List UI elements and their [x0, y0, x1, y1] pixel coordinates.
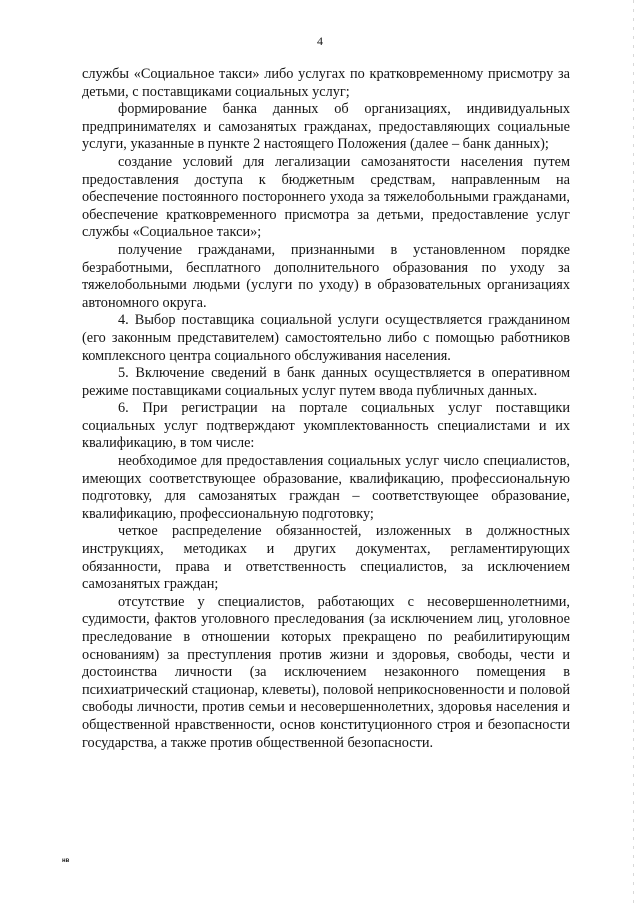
paragraph-unemployed-education: получение гражданами, признанными в установленном порядке безработными, бесплатного дополнительного образования по уходу за тяжелобольными людьми (услуги по уходу) в образовательных организациях автономного округа.	[82, 241, 570, 311]
paragraph-specialists-count: необходимое для предоставления социальных услуг число специалистов, имеющих соответствующее образование, квалификацию, профессиональную подготовку, для самозанятых граждан – соответствующее образование, квалификацию, профессиональную подготовку;	[82, 453, 570, 522]
footer-mark: нв	[62, 858, 70, 864]
paragraph-legalization: создание условий для легализации самозанятости населения путем предоставления доступа к бюджетным средствам, направленным на обеспечение постоянного постороннего ухода за тяжелобольными гражданами, обеспечение кратковременного присмотра за детьми, предоставление услуг службы «Социальное такси»;	[82, 153, 570, 241]
page-number: 4	[317, 34, 323, 48]
paragraph-no-criminal-record: отсутствие у специалистов, работающих с несовершеннолетними, судимости, фактов уголовного преследования (за исключением лиц, уголовное преследование в отношении которых прекращено по реабилитирующим основаниям) за преступления против жизни и здоровья, свободы, чести и достоинства личности (за исключением незаконного помещения в психиатрический стационар, клеветы), половой неприкосновенности и половой свободы личности, против семьи и несовершеннолетних, здоровья населения и общественной нравственности, основ конституционного строя и безопасности государства, а также против общественной безопасности.	[82, 593, 570, 751]
paragraph-item-6: 6. При регистрации на портале социальных услуг поставщики социальных услуг подтверждают укомплектованность специалистами и их квалификацию, в том числе:	[82, 400, 570, 452]
paragraph-continuation: службы «Социальное такси» либо услугах по кратковременному присмотру за детьми, с поставщиками социальных услуг;	[82, 66, 570, 100]
document-body	[82, 66, 570, 752]
paragraph-item-4: 4. Выбор поставщика социальной услуги осуществляется гражданином (его законным представителем) самостоятельно либо с помощью работников комплексного центра социального обслуживания населения.	[82, 312, 570, 364]
paragraph-duties: четкое распределение обязанностей, изложенных в должностных инструкциях, методиках и других документах, регламентирующих обязанности, права и ответственность специалистов, за исключением самозанятых граждан;	[82, 523, 570, 593]
scan-edge-line	[633, 0, 634, 905]
paragraph-data-bank: формирование банка данных об организациях, индивидуальных предпринимателях и самозанятых гражданах, предоставляющих социальные услуги, указанные в пункте 2 настоящего Положения (далее – банк данных);	[82, 101, 570, 153]
paragraph-item-5: 5. Включение сведений в банк данных осуществляется в оперативном режиме поставщиками социальных услуг путем ввода публичных данных.	[82, 365, 570, 399]
